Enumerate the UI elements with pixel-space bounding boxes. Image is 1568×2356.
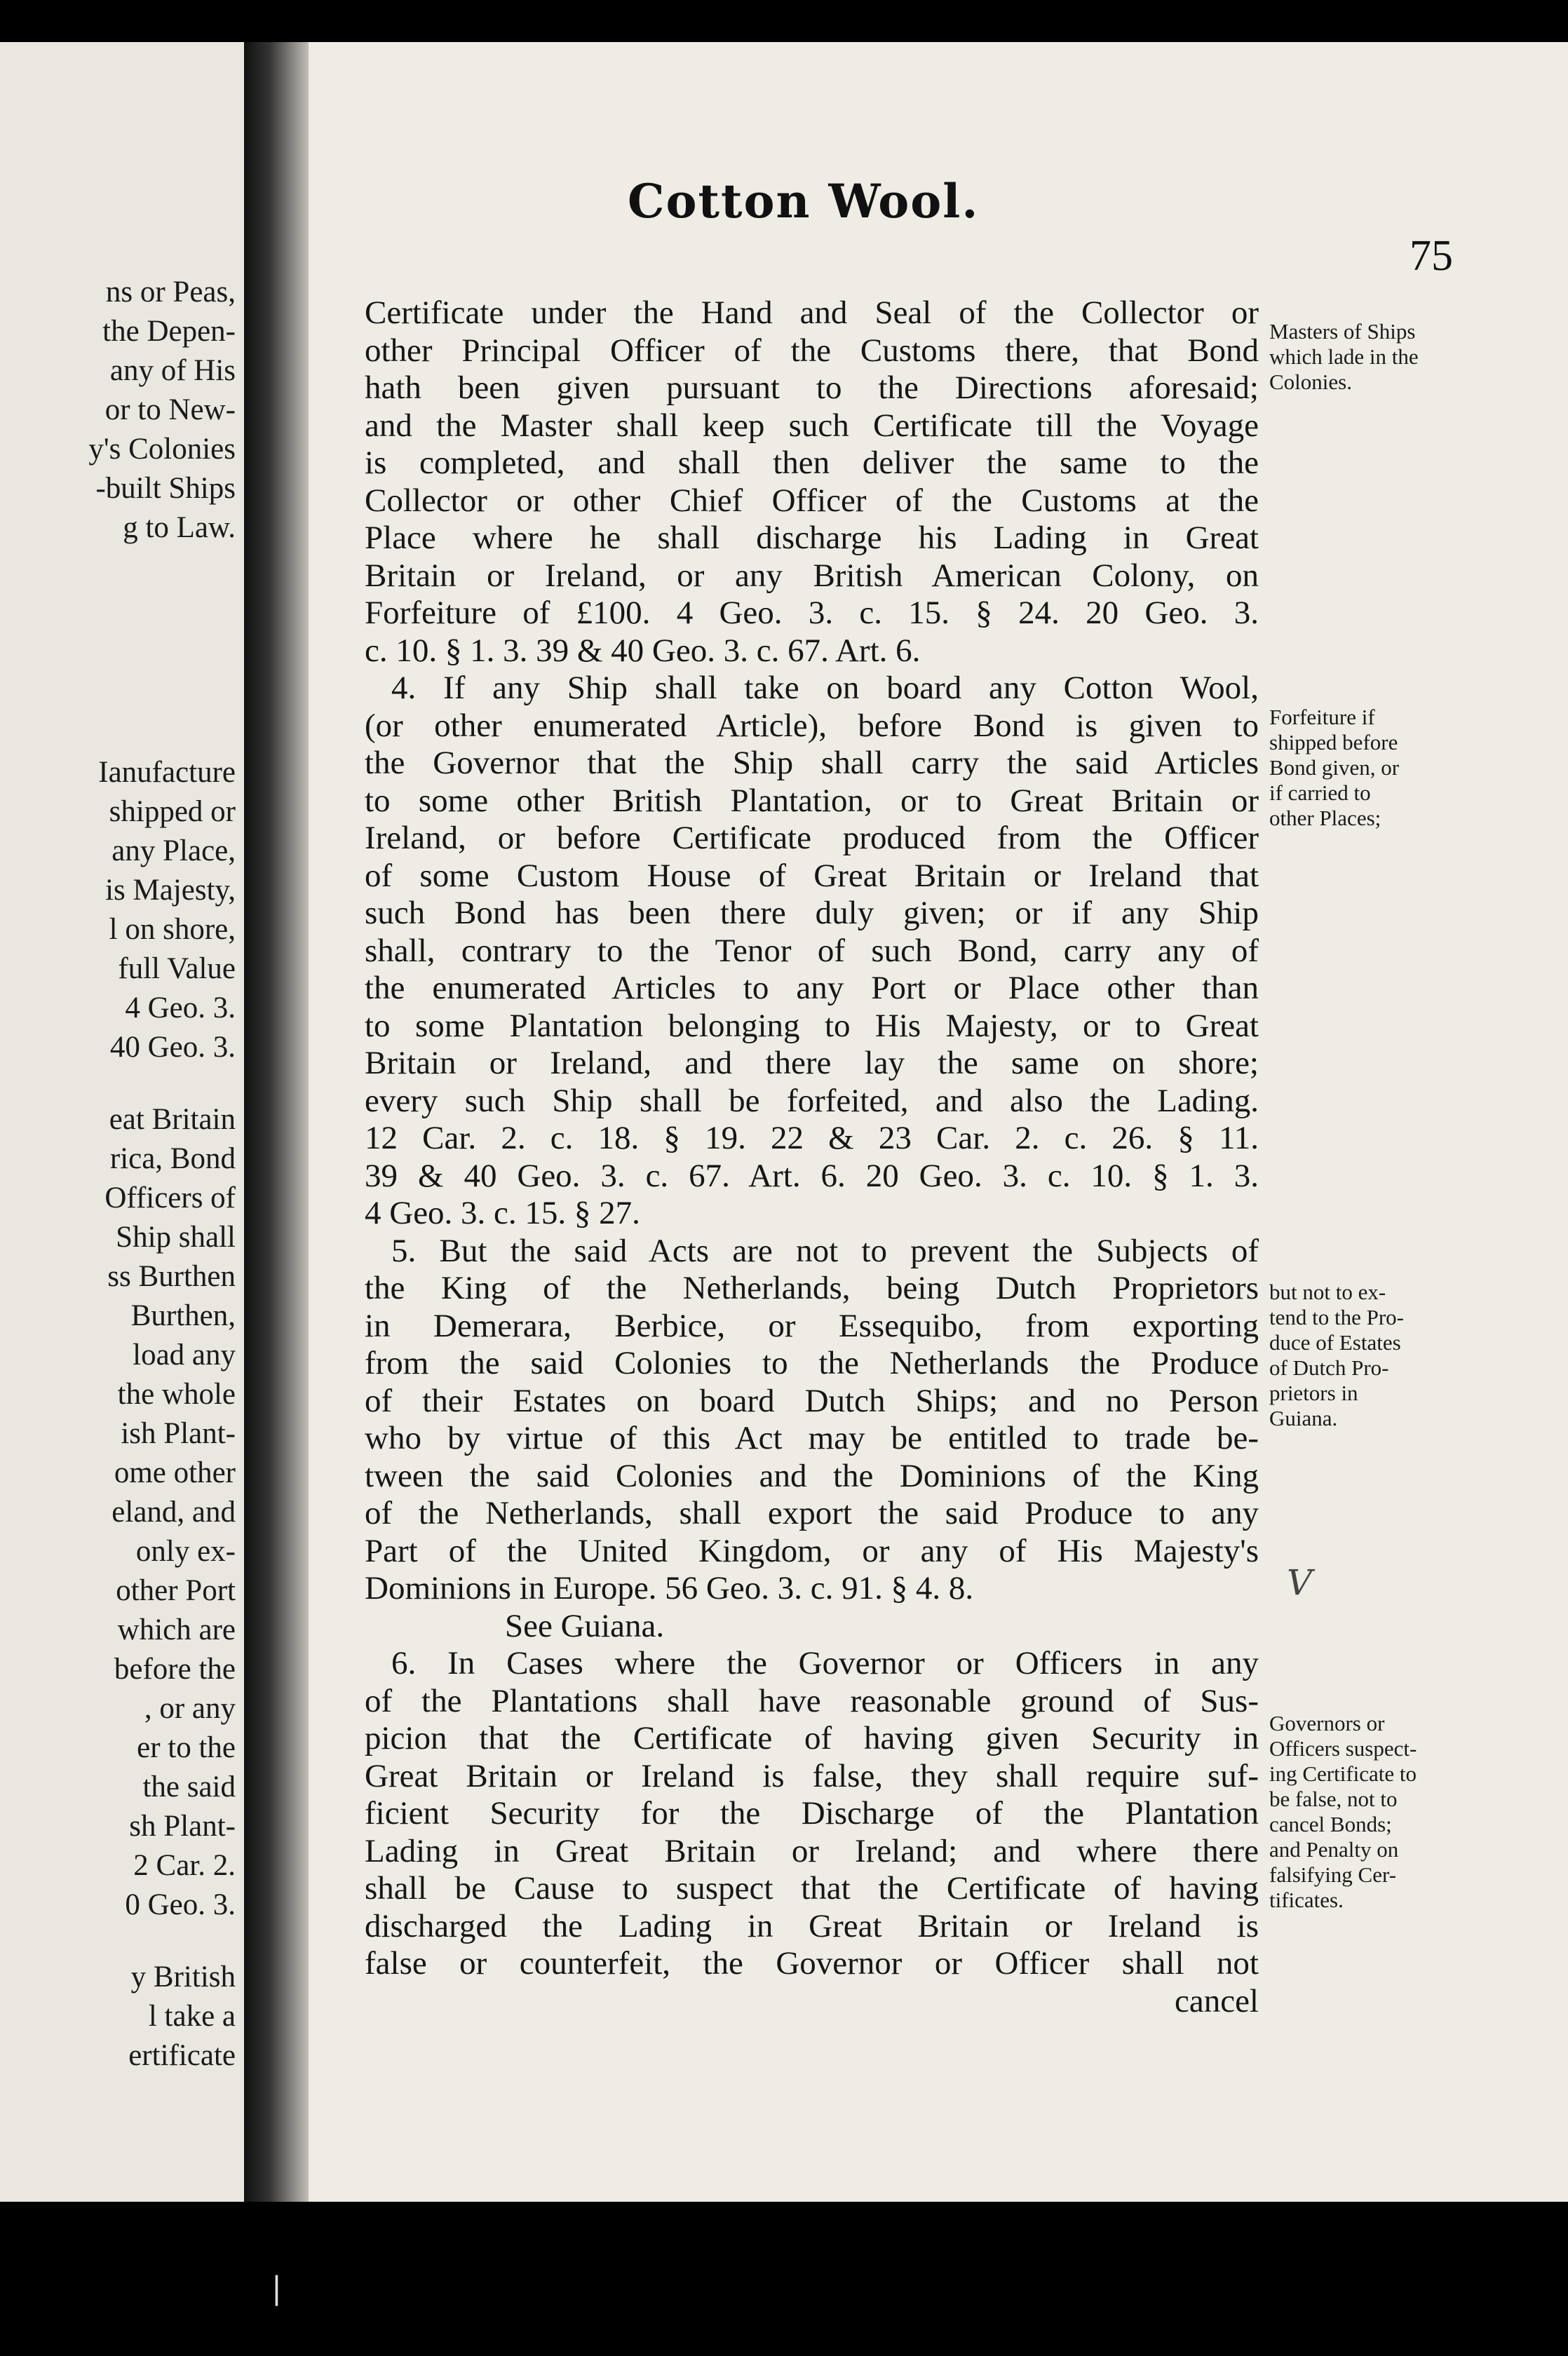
left-page-line: g to Law. xyxy=(123,511,236,544)
body-line: 6. In Cases where the Governor or Officers in any xyxy=(391,1645,1259,1681)
left-page-line: is Majesty, xyxy=(105,874,236,907)
margin-note-line: cancel Bonds; xyxy=(1269,1812,1392,1836)
body-line: the enumerated Articles to any Port or Place other than xyxy=(365,970,1259,1006)
margin-note-line: but not to ex- xyxy=(1269,1280,1386,1304)
body-line: c. 10. § 1. 3. 39 & 40 Geo. 3. c. 67. Art. 6. xyxy=(365,632,921,669)
left-page-line: before the xyxy=(114,1653,236,1686)
body-line: of the Plantations shall have reasonable ground of Sus- xyxy=(365,1682,1259,1719)
margin-note-governors-suspecting xyxy=(1269,1711,1417,1913)
body-line: See Guiana. xyxy=(505,1607,665,1644)
left-page-line: Ship shall xyxy=(116,1221,236,1254)
left-page-line: only ex- xyxy=(135,1535,236,1568)
body-line: (or other enumerated Article), before Bond is given to xyxy=(365,707,1259,744)
body-line: picion that the Certificate of having given Security in xyxy=(365,1720,1259,1756)
left-page-line: any Place, xyxy=(111,834,236,867)
left-page-line: ss Burthen xyxy=(107,1260,236,1293)
left-page-line: ome other xyxy=(114,1456,236,1489)
left-page-line: eat Britain xyxy=(109,1103,236,1136)
margin-note-line: tend to the Pro- xyxy=(1269,1305,1404,1329)
left-page-line: any of His xyxy=(109,354,236,387)
left-page-line: full Value xyxy=(118,952,236,985)
body-line: shall, contrary to the Tenor of such Bond, carry any of xyxy=(365,932,1259,969)
body-line: Dominions in Europe. 56 Geo. 3. c. 91. § 4. 8. xyxy=(365,1570,974,1606)
body-line: 4 Geo. 3. c. 15. § 27. xyxy=(365,1195,640,1231)
left-page-line: rica, Bond xyxy=(109,1142,236,1175)
body-line: Ireland, or before Certificate produced from the Officer xyxy=(365,820,1259,856)
margin-note-line: shipped before xyxy=(1269,730,1398,754)
left-page-line: y's Colonies xyxy=(88,433,236,466)
body-line: and the Master shall keep such Certificate till the Voyage xyxy=(365,407,1259,444)
body-line: tween the said Colonies and the Dominions of the King xyxy=(365,1457,1259,1494)
body-line: 39 & 40 Geo. 3. c. 67. Art. 6. 20 Geo. 3. c. 10. § 1. 3. xyxy=(365,1157,1259,1194)
left-page-line: y British xyxy=(130,1961,236,1993)
margin-note-line: Colonies. xyxy=(1269,370,1352,394)
body-line: of some Custom House of Great Britain or Ireland that xyxy=(365,857,1259,894)
page-number: 75 xyxy=(1410,232,1453,280)
left-page-line: -built Ships xyxy=(95,472,236,505)
margin-note-line: Masters of Ships xyxy=(1269,319,1416,344)
main-text-block xyxy=(365,294,1259,2020)
body-line: Part of the United Kingdom, or any of His Majesty's xyxy=(365,1532,1259,1569)
left-page-line: or to New- xyxy=(104,393,236,426)
left-page-line: 2 Car. 2. xyxy=(133,1849,236,1882)
left-page-line: shipped or xyxy=(109,795,236,828)
body-line: of their Estates on board Dutch Ships; and no Person xyxy=(365,1382,1259,1419)
body-line: Lading in Great Britain or Ireland; and where there xyxy=(365,1832,1259,1869)
left-page-line: Officers of xyxy=(104,1182,236,1214)
body-line: shall be Cause to suspect that the Certificate of having xyxy=(365,1870,1259,1907)
left-page-line: the said xyxy=(142,1771,236,1803)
body-line: in Demerara, Berbice, or Essequibo, from exporting xyxy=(365,1307,1259,1344)
margin-note-masters-of-ships xyxy=(1269,319,1419,395)
running-head-title: Cotton Wool. xyxy=(628,174,980,229)
body-line: Collector or other Chief Officer of the Customs at the xyxy=(365,482,1259,519)
left-page-line: 40 Geo. 3. xyxy=(109,1031,236,1064)
body-line: ficient Security for the Discharge of the Plantation xyxy=(365,1795,1259,1832)
body-line: is completed, and shall then deliver the same to the xyxy=(365,445,1259,481)
body-line: to some Plantation belonging to His Majesty, or to Great xyxy=(365,1007,1259,1044)
body-line: from the said Colonies to the Netherlands the Produce xyxy=(365,1345,1259,1381)
body-line: hath been given pursuant to the Directions aforesaid; xyxy=(365,370,1259,406)
left-page-line: ertificate xyxy=(128,2039,236,2072)
left-page-line: 4 Geo. 3. xyxy=(125,991,236,1024)
body-line: 12 Car. 2. c. 18. § 19. 22 & 23 Car. 2. c. 26. § 11. xyxy=(365,1120,1259,1156)
body-line: other Principal Officer of the Customs there, that Bond xyxy=(365,332,1259,369)
body-line: such Bond has been there duly given; or if any Ship xyxy=(365,895,1259,931)
margin-note-line: other Places; xyxy=(1269,806,1381,830)
margin-note-line: if carried to xyxy=(1269,780,1371,805)
body-line: Britain or Ireland, or any British American Colony, on xyxy=(365,557,1259,594)
margin-note-dutch-proprietors xyxy=(1269,1280,1404,1431)
left-page-line: 0 Geo. 3. xyxy=(125,1888,236,1921)
body-line: Great Britain or Ireland is false, they shall require suf- xyxy=(365,1757,1259,1794)
body-line: Britain or Ireland, and there lay the same on shore; xyxy=(365,1045,1259,1081)
margin-note-line: of Dutch Pro- xyxy=(1269,1355,1389,1380)
left-page-line: the whole xyxy=(117,1378,236,1411)
margin-note-line: Officers suspect- xyxy=(1269,1736,1417,1761)
left-page-line: l take a xyxy=(148,2000,236,2033)
body-line: every such Ship shall be forfeited, and also the Lading. xyxy=(365,1082,1259,1119)
left-page-line: er to the xyxy=(137,1731,236,1764)
left-page-line: ns or Peas, xyxy=(105,276,236,309)
body-line: cancel xyxy=(1174,1982,1259,2019)
left-page-line: sh Plant- xyxy=(129,1810,236,1843)
left-page-line: ish Plant- xyxy=(121,1417,236,1450)
body-line: Place where he shall discharge his Lading in Great xyxy=(365,520,1259,556)
margin-note-line: Forfeiture if xyxy=(1269,705,1375,729)
margin-note-line: duce of Estates xyxy=(1269,1330,1401,1355)
body-line: to some other British Plantation, or to Great Britain or xyxy=(365,782,1259,819)
body-line: the King of the Netherlands, being Dutch Proprietors xyxy=(365,1270,1259,1306)
body-line: of the Netherlands, shall export the said Produce to any xyxy=(365,1495,1259,1531)
margin-note-line: Guiana. xyxy=(1269,1406,1338,1430)
left-page-line: l on shore, xyxy=(109,913,236,946)
left-page-line: other Port xyxy=(116,1574,236,1607)
left-page-line: , or any xyxy=(144,1692,236,1725)
margin-note-line: falsifying Cer- xyxy=(1269,1862,1397,1887)
left-page-line: which are xyxy=(117,1613,236,1646)
left-page-line: eland, and xyxy=(111,1496,236,1529)
body-line: 4. If any Ship shall take on board any Cotton Wool, xyxy=(391,670,1259,706)
left-page-fragment xyxy=(0,42,244,2202)
margin-note-line: prietors in xyxy=(1269,1381,1358,1405)
body-line: discharged the Lading in Great Britain or Ireland is xyxy=(365,1907,1259,1944)
margin-note-line: tificates. xyxy=(1269,1888,1344,1912)
body-line: 5. But the said Acts are not to prevent the Subjects of xyxy=(391,1232,1259,1269)
margin-note-forfeiture-if-shipped xyxy=(1269,705,1399,831)
body-line: Forfeiture of £100. 4 Geo. 3. c. 15. § 24. 20 Geo. 3. xyxy=(365,595,1259,631)
margin-note-line: ing Certificate to xyxy=(1269,1761,1417,1786)
margin-note-line: which lade in the xyxy=(1269,344,1419,369)
body-line: false or counterfeit, the Governor or Officer shall not xyxy=(365,1945,1259,1982)
margin-note-line: and Penalty on xyxy=(1269,1837,1399,1862)
margin-note-line: Bond given, or xyxy=(1269,755,1400,780)
body-line: Certificate under the Hand and Seal of the Collector or xyxy=(365,294,1259,331)
body-line: the Governor that the Ship shall carry the said Articles xyxy=(365,745,1259,781)
left-page-line: Burthen, xyxy=(130,1299,236,1332)
left-page-line: load any xyxy=(133,1339,236,1372)
margin-note-line: Governors or xyxy=(1269,1711,1385,1735)
left-page-line: the Depen- xyxy=(102,315,236,348)
body-line: who by virtue of this Act may be entitled to trade be- xyxy=(365,1420,1259,1456)
bottom-mark: ❘ xyxy=(264,2270,290,2306)
left-page-line: Ianufacture xyxy=(98,756,236,789)
pencil-mark: V xyxy=(1287,1562,1313,1603)
margin-note-line: be false, not to xyxy=(1269,1787,1398,1811)
